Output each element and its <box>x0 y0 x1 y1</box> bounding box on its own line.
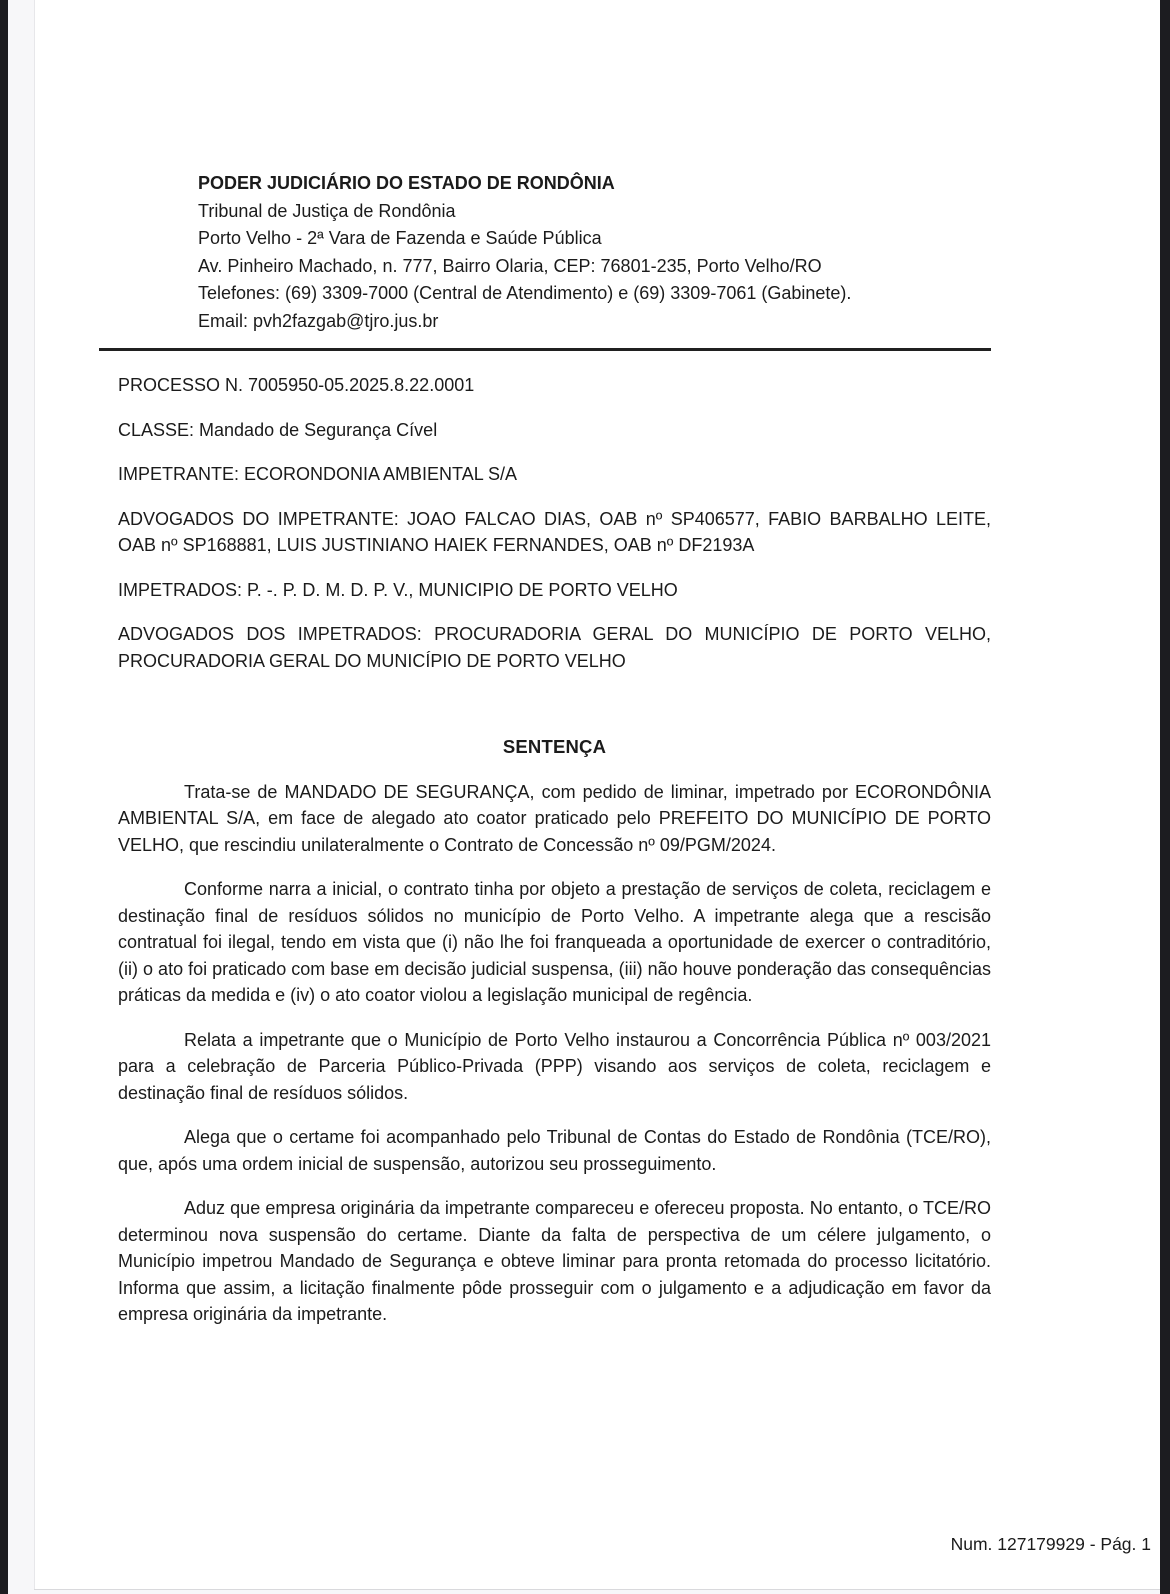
process-number-field: PROCESSO N. 7005950-05.2025.8.22.0001 <box>118 375 475 395</box>
page-number-footer: Num. 127179929 - Pág. 1 <box>950 1534 1151 1554</box>
court-letterhead <box>198 170 1098 335</box>
sentence-paragraph: Trata-se de MANDADO DE SEGURANÇA, com pedido de liminar, impetrado por ECORONDÔNIA AMBIENTAL S/A, em face de alegado ato coator praticado pelo PREFEITO DO MUNICÍPIO DE PORTO VELHO, que rescindiu unilateralmente o Contrato de Concessão nº 09/PGM/2024. <box>118 781 991 855</box>
page-left-gutter <box>8 0 34 1594</box>
letterhead-email-line: Email: pvh2fazgab@tjro.jus.br <box>198 310 439 331</box>
class-field: CLASSE: Mandado de Segurança Cível <box>118 419 438 440</box>
impetrados-field: IMPETRADOS: P. -. P. D. M. D. P. V., MUNICIPIO DE PORTO VELHO <box>118 579 678 600</box>
letterhead-vara-line: Porto Velho - 2ª Vara de Fazenda e Saúde Pública <box>198 228 602 248</box>
sentence-paragraph: Relata a impetrante que o Município de Porto Velho instaurou a Concorrência Pública nº 003/2021 para a celebração de Parceria Público-Privada (PPP) visando aos serviços de coleta, reciclagem e destinação final de resíduos sólidos. <box>118 1029 991 1103</box>
sentence-title: SENTENÇA <box>502 736 607 757</box>
sentence-paragraph: Alega que o certame foi acompanhado pelo Tribunal de Contas do Estado de Rondônia (TCE/RO), que, após uma ordem inicial de suspensão, autorizou seu prosseguimento. <box>118 1127 991 1174</box>
sentence-paragraph: Conforme narra a inicial, o contrato tinha por objeto a prestação de serviços de coleta, reciclagem e destinação final de resíduos sólidos no município de Porto Velho. A impetrante alega que a rescisão contratual foi ilegal, tendo em vista que (i) não lhe foi franqueada a oportunidade de exercer o contraditório, (ii) o ato foi praticado com base em decisão judicial suspensa, (iii) não houve ponderação das consequências práticas da medida e (iv) o ato coator violou a legislação municipal de regência. <box>118 879 991 1005</box>
impetrante-field: IMPETRANTE: ECORONDONIA AMBIENTAL S/A <box>118 464 518 484</box>
document-page <box>34 0 1160 1589</box>
impetrados-lawyers-field: ADVOGADOS DOS IMPETRADOS: PROCURADORIA GERAL DO MUNICÍPIO DE PORTO VELHO, PROCURADORIA GERAL DO MUNICÍPIO DE PORTO VELHO <box>118 624 991 671</box>
header-divider-rule <box>99 348 991 351</box>
impetrante-lawyers-field: ADVOGADOS DO IMPETRANTE: JOAO FALCAO DIAS, OAB nº SP406577, FABIO BARBALHO LEITE, OAB nº SP168881, LUIS JUSTINIANO HAIEK FERNANDES, OAB nº DF2193A <box>118 508 991 555</box>
sentence-paragraph: Aduz que empresa originária da impetrante compareceu e ofereceu proposta. No entanto, o TCE/RO determinou nova suspensão do certame. Diante da falta de perspectiva de um célere julgamento, o Município impetrou Mandado de Segurança e obteve liminar para pronta retomada do processo licitatório. Informa que assim, a licitação finalmente pôde prosseguir com o julgamento e a adjudicação em favor da empresa originária da impetrante. <box>118 1198 991 1324</box>
document-body <box>118 372 991 1346</box>
letterhead-org-name: PODER JUDICIÁRIO DO ESTADO DE RONDÔNIA <box>198 173 615 193</box>
letterhead-address-line: Av. Pinheiro Machado, n. 777, Bairro Olaria, CEP: 76801-235, Porto Velho/RO <box>198 255 822 276</box>
page-bottom-edge <box>34 1589 1160 1594</box>
letterhead-court-line: Tribunal de Justiça de Rondônia <box>198 200 456 221</box>
letterhead-phones-line: Telefones: (69) 3309-7000 (Central de Atendimento) e (69) 3309-7061 (Gabinete). <box>198 283 852 303</box>
